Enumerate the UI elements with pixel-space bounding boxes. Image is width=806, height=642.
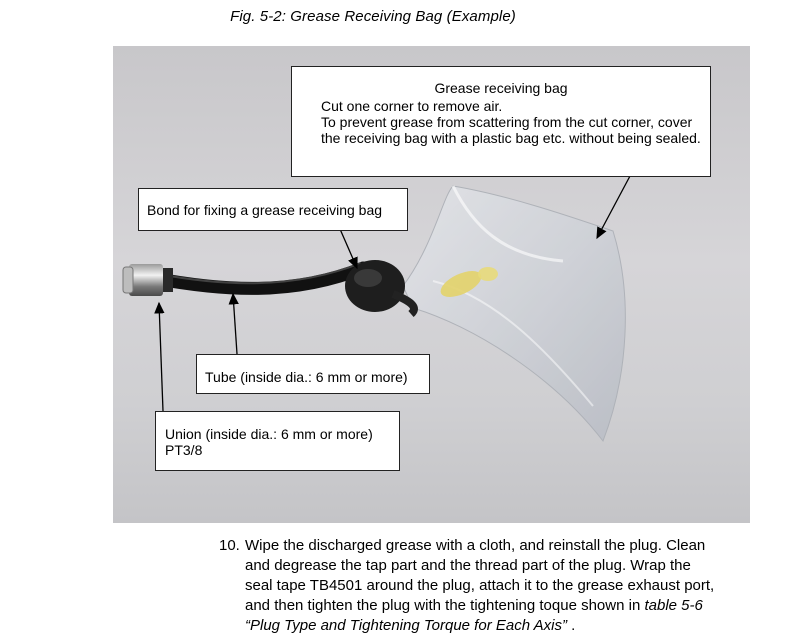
figure-caption: Fig. 5-2: Grease Receiving Bag (Example) [230,8,516,25]
callout-grease-bag [291,66,711,177]
step-line: and then tighten the plug with the tightening toque shown in table 5-6 [245,597,703,614]
plastic-bag [403,186,625,441]
callout-bond [138,188,408,231]
callout-bond-text: Bond for fixing a grease receiving bag [147,202,383,218]
callout-union-line2: PT3/8 [165,442,203,458]
callout-bag-line2: To prevent grease from scattering from the cut corner, cover the receiving bag with a plastic bag etc. without being sealed. [321,114,701,146]
table-title-reference: “Plug Type and Tightening Torque for Each Axis” [245,617,567,634]
callout-tube-text: Tube (inside dia.: 6 mm or more) [205,369,408,385]
callout-bag-line1: Cut one corner to remove air. [321,98,503,114]
callout-tube [196,354,430,394]
bond-wrap [345,260,405,312]
callout-union-line1: Union (inside dia.: 6 mm or more) [165,426,373,442]
callout-union [155,411,400,471]
step-line: and degrease the tap part and the thread part of the plug. Wrap the [245,557,691,574]
callout-bag-title: Grease receiving bag [434,80,568,96]
step-number: 10. [219,537,240,554]
table-reference: table 5-6 [644,597,703,614]
union-fitting [129,264,163,296]
step-line: seal tape TB4501 around the plug, attach it to the grease exhaust port, [245,577,715,594]
step-line: Wipe the discharged grease with a cloth, and reinstall the plug. Clean [245,537,706,554]
step-line: “Plug Type and Tightening Torque for Each Axis” . [245,617,576,634]
